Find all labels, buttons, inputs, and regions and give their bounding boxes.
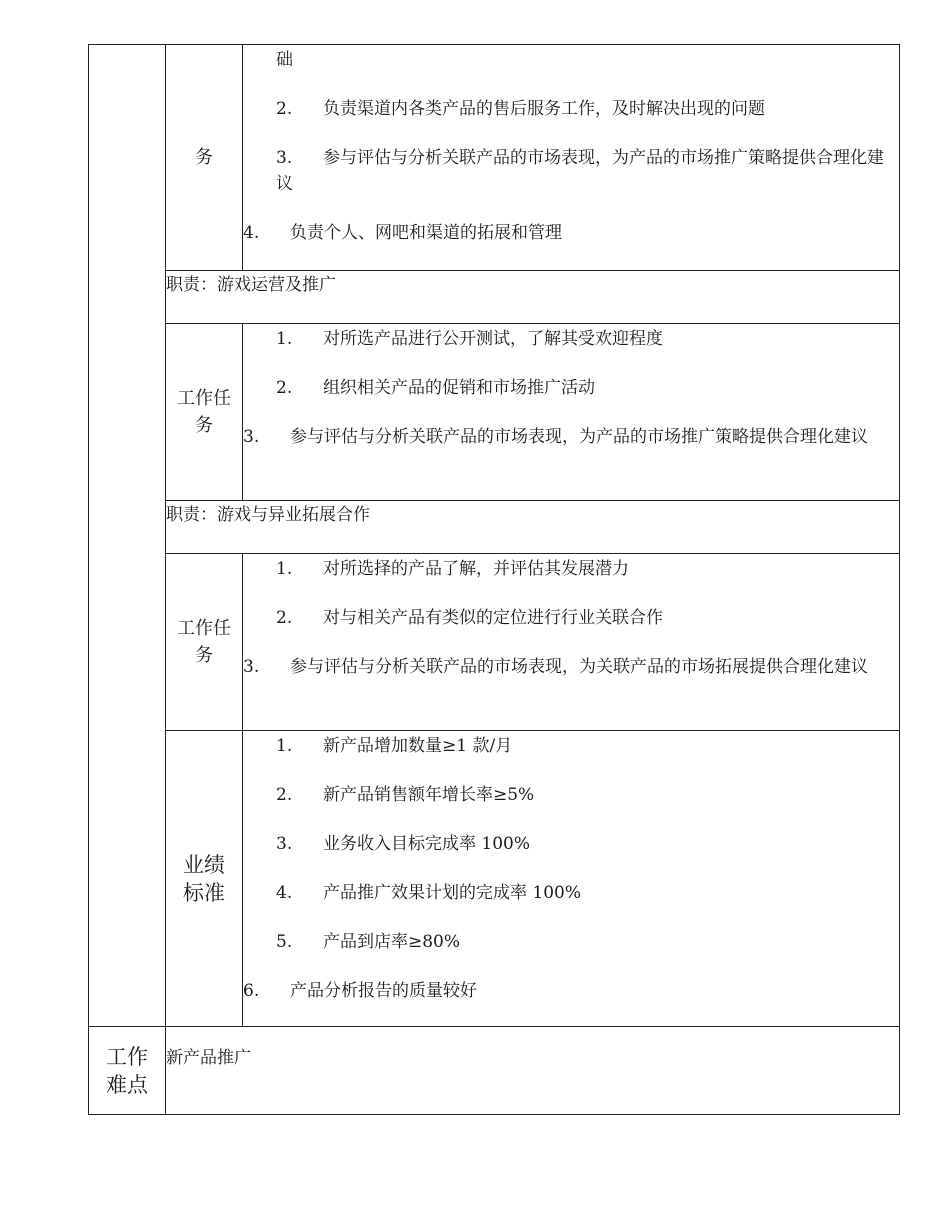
list-item [243,424,887,450]
list-item-number: 2. [276,608,293,628]
duty-title-2: 职责：游戏运营及推广 [166,271,900,324]
list-item-text: 新产品增加数量≥1 款/月 [323,736,513,756]
difficulty-row [89,1027,900,1115]
performance-row [89,731,900,1027]
list-item-text: 参与评估与分析关联产品的市场表现，为产品的市场推广策略提供合理化建议 [290,427,868,447]
list-item-number: 1. [276,329,293,349]
list-item [243,96,887,122]
task-label-3: 工作任务 [166,554,243,731]
list-item [243,556,887,582]
list-item-number: 3. [243,427,260,447]
list-item [243,880,889,906]
list-item-number: 1. [276,559,293,579]
list-item-number: 3. [243,657,260,677]
task-block-1 [89,45,900,271]
difficulty-label: 工作难点 [89,1027,166,1115]
list-item-number: 4. [243,223,260,243]
task-label-1: 务 [166,45,243,271]
list-item-text: 产品到店率≥80% [323,932,461,952]
list-item-number: 2. [276,99,293,119]
list-item-text: 产品分析报告的质量较好 [290,981,477,1001]
responsibility-column-continuation [89,45,166,1027]
list-item-number: 6. [243,981,260,1001]
list-item [243,47,887,73]
block1-items [243,45,899,256]
block2-items [243,324,899,460]
list-item-text: 负责个人、网吧和渠道的拓展和管理 [290,223,562,243]
task-block-3 [89,554,900,731]
list-item-text: 新产品销售额年增长率≥5% [323,785,535,805]
list-item-number: 1. [276,736,293,756]
block3-items [243,554,899,690]
list-item-text: 参与评估与分析关联产品的市场表现，为产品的市场推广策略提供合理化建议 [276,148,884,194]
list-item-text: 负责渠道内各类产品的售后服务工作，及时解决出现的问题 [323,99,765,119]
list-item [243,978,889,1004]
list-item-text: 组织相关产品的促销和市场推广活动 [323,378,595,398]
task-list-1 [243,45,900,271]
list-item [243,326,887,352]
list-item-text: 对所选择的产品了解，并评估其发展潜力 [323,559,629,579]
list-item-number: 2. [276,378,293,398]
job-description-table [88,44,900,1115]
list-item [243,733,889,759]
list-item-text: 对与相关产品有类似的定位进行行业关联合作 [323,608,663,628]
list-item [243,375,887,401]
list-item [243,220,887,246]
list-item [243,831,889,857]
list-item-text: 础 [276,50,293,70]
duty-title-3: 职责：游戏与异业拓展合作 [166,501,900,554]
performance-items [243,731,899,1024]
performance-label: 业绩标准 [166,731,243,1027]
list-item-text: 业务收入目标完成率 100% [323,834,531,854]
performance-list [243,731,900,1027]
difficulty-text: 新产品推广 [166,1027,900,1115]
duty-row-3 [89,501,900,554]
list-item-number: 4. [276,883,293,903]
list-item [243,145,887,197]
list-item [243,782,889,808]
list-item-text: 对所选产品进行公开测试，了解其受欢迎程度 [323,329,663,349]
duty-row-2 [89,271,900,324]
list-item-number: 5. [276,932,293,952]
list-item-text: 参与评估与分析关联产品的市场表现，为关联产品的市场拓展提供合理化建议 [290,657,868,677]
task-list-2 [243,324,900,501]
list-item-number: 2. [276,785,293,805]
list-item-number: 3. [276,834,293,854]
task-label-2: 工作任务 [166,324,243,501]
list-item-number: 3. [276,148,293,168]
list-item-text: 产品推广效果计划的完成率 100% [323,883,582,903]
list-item [243,929,889,955]
task-block-2 [89,324,900,501]
list-item [243,605,887,631]
list-item [243,654,887,680]
task-list-3 [243,554,900,731]
